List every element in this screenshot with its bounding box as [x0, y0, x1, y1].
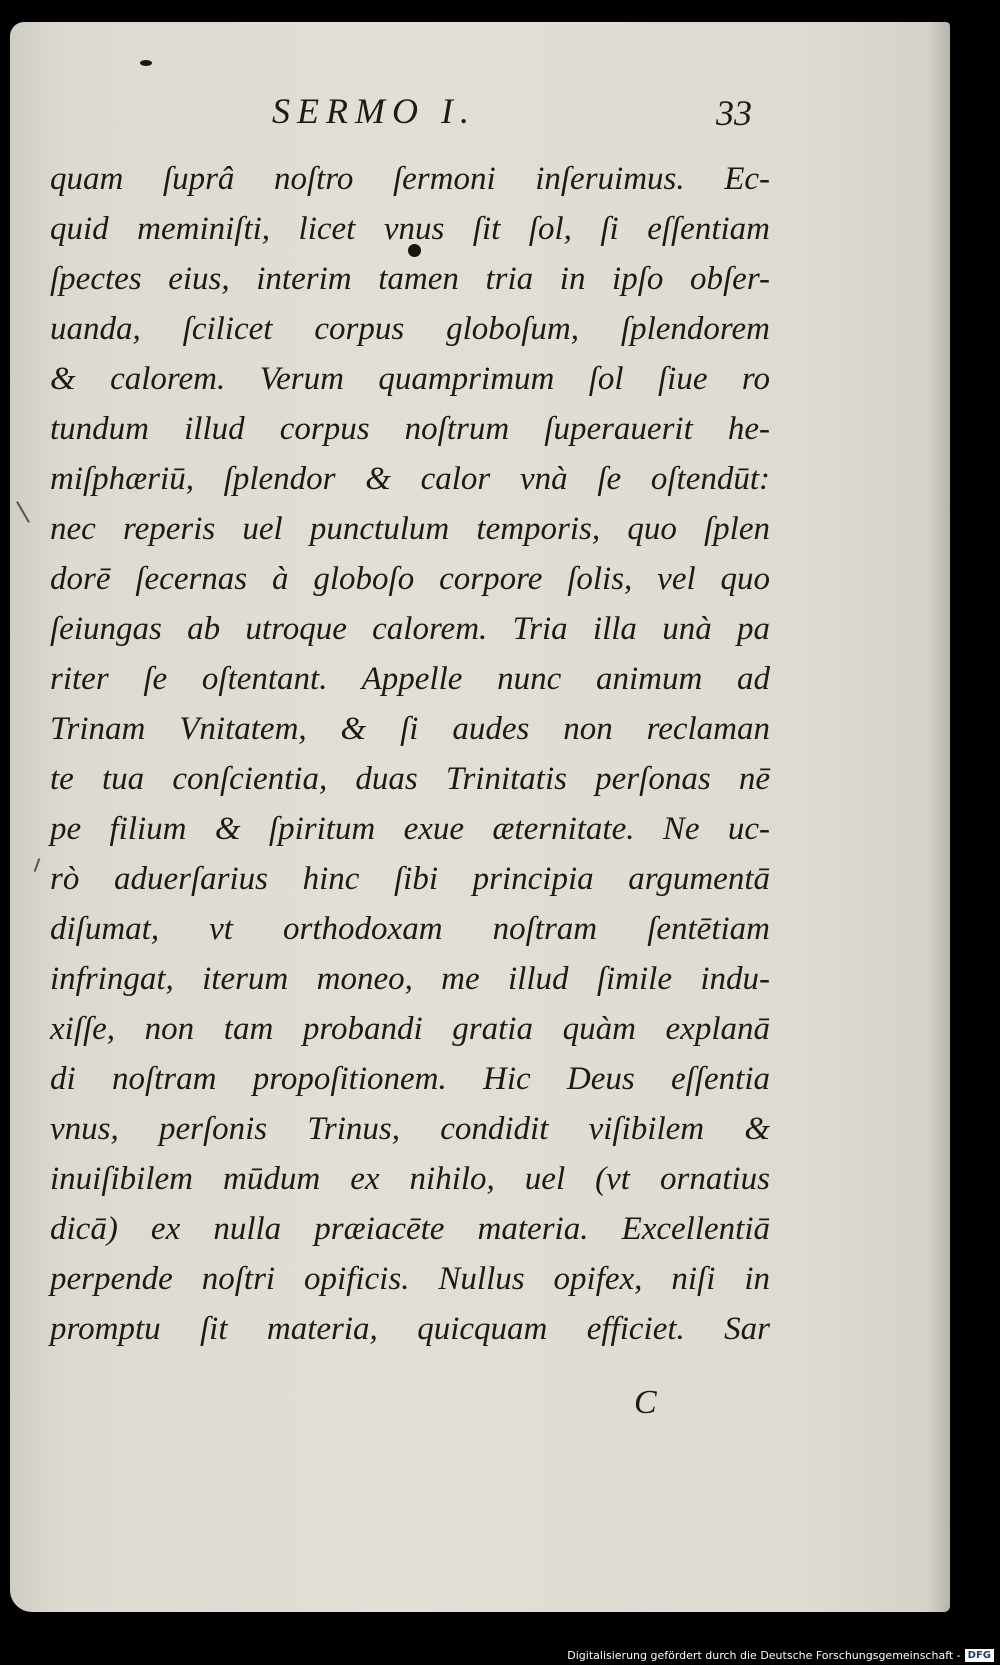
- text-line: nec reperis uel punctulum temporis, quo ſplen: [50, 511, 770, 547]
- page-edge-shadow: [928, 22, 950, 1612]
- dfg-logo: DFG: [965, 1649, 994, 1662]
- running-title: SERMO I.: [272, 91, 476, 131]
- text-line: vnus, perſonis Trinus, condidit viſibilem &: [50, 1111, 770, 1147]
- signature-mark: C: [634, 1384, 657, 1421]
- text-line: perpende noſtri opificis. Nullus opifex, niſi in: [50, 1261, 770, 1297]
- text-line: dicā) ex nulla præiacēte materia. Excellentiā: [50, 1211, 770, 1247]
- text-line: quid meminiſti, licet vnus ſit ſol, ſi eſſentiam: [50, 211, 770, 247]
- digitization-credit: [567, 1649, 994, 1662]
- credit-text: Digitalisierung gefördert durch die Deutsche Forschungsgemeinschaft -: [567, 1649, 961, 1662]
- text-line: uanda, ſcilicet corpus globoſum, ſplendorem: [50, 311, 770, 347]
- text-line: inuiſibilem mūdum ex nihilo, uel (vt ornatius: [50, 1161, 770, 1197]
- text-line: & calorem. Verum quamprimum ſol ſiue ro: [50, 361, 770, 397]
- text-line: diſumat, vt orthodoxam noſtram ſentētiam: [50, 911, 770, 947]
- page-header: [10, 90, 950, 140]
- text-line: pe filium & ſpiritum exue æternitate. Ne uc-: [50, 811, 770, 847]
- text-line: riter ſe oſtentant. Appelle nunc animum ad: [50, 661, 770, 697]
- ink-mark: [140, 60, 152, 66]
- body-text: [50, 154, 770, 1354]
- page-number: 33: [716, 93, 752, 133]
- text-line: ſeiungas ab utroque calorem. Tria illa unà pa: [50, 611, 770, 647]
- text-line: promptu ſit materia, quicquam efficiet. Sar: [50, 1311, 770, 1347]
- text-line: xiſſe, non tam probandi gratia quàm explanā: [50, 1011, 770, 1047]
- text-line: ſpectes eius, interim tamen tria in ipſo obſer-: [50, 261, 770, 297]
- margin-mark: [16, 501, 30, 523]
- text-line: quam ſuprâ noſtro ſermoni inſeruimus. Ec-: [50, 161, 770, 197]
- text-line: rò aduerſarius hinc ſibi principia argumentā: [50, 861, 770, 897]
- text-line: dorē ſecernas à globoſo corpore ſolis, vel quo: [50, 561, 770, 597]
- text-line: Trinam Vnitatem, & ſi audes non reclaman: [50, 711, 770, 747]
- text-line: di noſtram propoſitionem. Hic Deus eſſentia: [50, 1061, 770, 1097]
- text-line: tundum illud corpus noſtrum ſuperauerit he-: [50, 411, 770, 447]
- book-page: [10, 22, 950, 1612]
- margin-mark: [34, 858, 41, 872]
- text-line: te tua conſcientia, duas Trinitatis perſonas nē: [50, 761, 770, 797]
- text-line: infringat, iterum moneo, me illud ſimile indu-: [50, 961, 770, 997]
- text-line: miſphæriū, ſplendor & calor vnà ſe oſtendūt:: [50, 461, 770, 497]
